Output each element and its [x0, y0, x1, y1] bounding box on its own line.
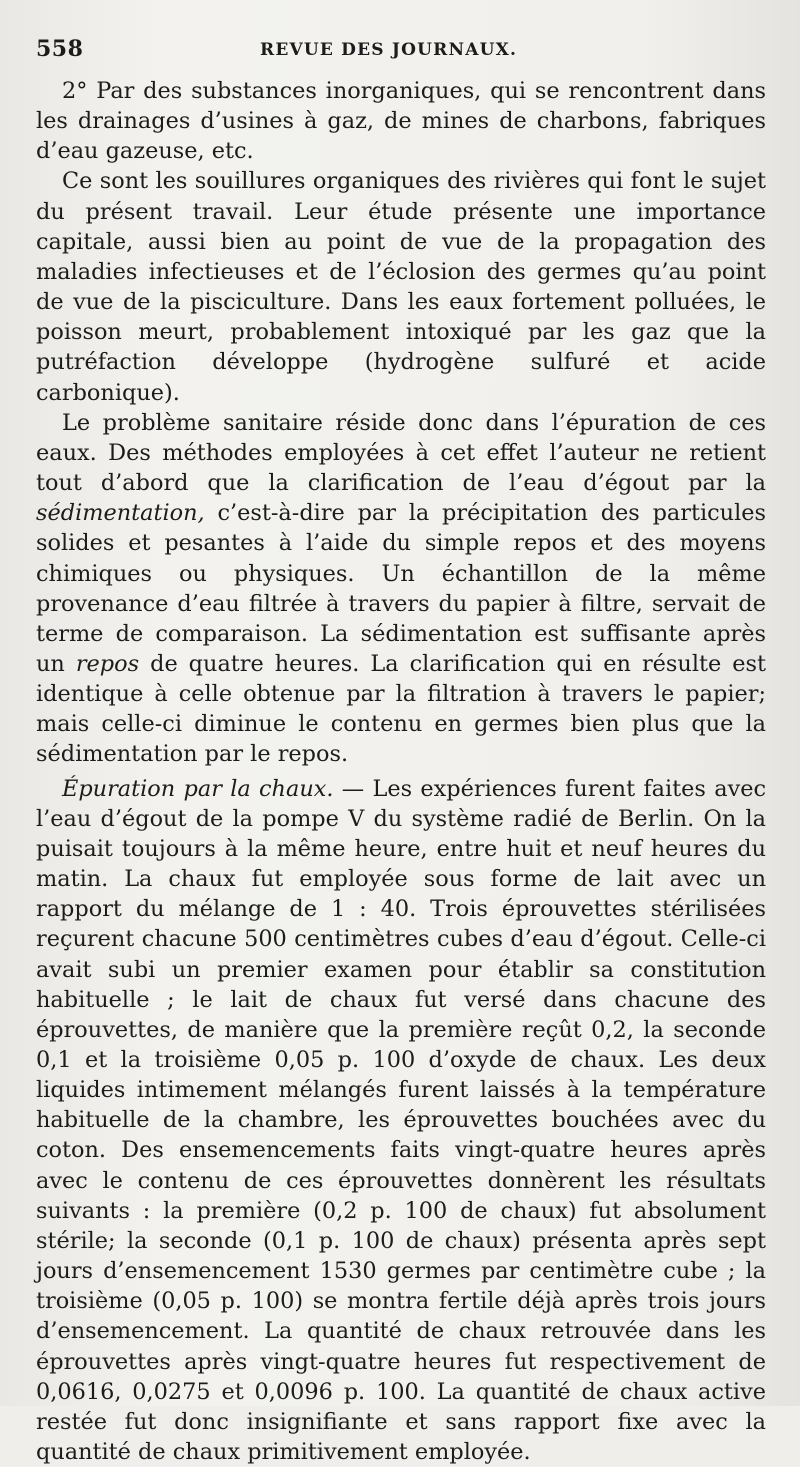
running-head [36, 30, 766, 70]
paragraph-sedimentation [36, 408, 766, 770]
paragraph-inorganic-substances [36, 76, 766, 166]
text-segment: de quatre heures. La clarification qui en résulte est identique à celle obtenue par la filtration à travers le papier; mais celle-ci diminue le contenu en germes bien plus que la sédimentation par le repos. [36, 650, 766, 768]
italic-term: repos [75, 650, 140, 677]
italic-term: sédimentation, [36, 500, 205, 527]
paragraph-lime-purification [36, 774, 766, 1467]
page-number: 558 [36, 36, 84, 62]
paragraph-organic-pollution [36, 166, 766, 407]
text-segment: 2° Par des substances inorganiques, qui se rencontrent dans les drainages d’usines à gaz, de mines de charbons, fabriques d’eau gazeuse, etc. [36, 78, 766, 165]
section-heading-italic: Épuration par la chaux. [62, 775, 334, 802]
journal-title: REVUE DES JOURNAUX. [260, 40, 518, 60]
text-segment: Le problème sanitaire réside donc dans l’épuration de ces eaux. Des méthodes employées à cet effet l’auteur ne retient tout d’abord que la clarification de l’eau d’égout par la [36, 409, 766, 497]
article-body [36, 76, 766, 1467]
text-segment: — Les expériences furent faites avec l’eau d’égout de la pompe V du système radié de Berlin. On la puisait toujours à la même heure, entre huit et neuf heures du matin. La chaux fut employée sous forme de lait avec un rapport du mélange de 1 : 40. Trois éprouvettes stérilisées reçurent chacune 500 centimètres cubes d’eau d’égout. Celle-ci avait subi un premier examen pour établir sa constitution habituelle ; le lait de chaux fut versé dans chacune des éprouvettes, de manière que la première reçût 0,2, la seconde 0,1 et la troisième 0,05 p. 100 d’oxyde de chaux. Les deux liquides intimement mélangés furent laissés à la température habituelle de la chambre, les éprouvettes bouchées avec du coton. Des ensemencements faits vingt-quatre heures après avec le contenu de ces éprouvettes donnèrent les résultats suivants : la première (0,2 p. 100 de chaux) fut absolument stérile; la seconde (0,1 p. 100 de chaux) présenta après sept jours d’ensemencement 1530 germes par centimètre cube ; la troisième (0,05 p. 100) se montra fertile déjà après trois jours d’ensemencement. La quantité de chaux retrouvée dans les éprouvettes après vingt-quatre heures fut respectivement de 0,0616, 0,0275 et 0,0096 p. 100. La quantité de chaux active restée fut donc insignifiante et sans rapport fixe avec la quantité de chaux primitivement employée. [36, 775, 767, 1466]
text-segment: Ce sont les souillures organiques des rivières qui font le sujet du présent travail. Leur étude présente une importance capitale, aussi bien au point de vue de la propagation des maladies infectieuses et de l’éclosion des germes qu’au point de vue de la pisciculture. Dans les eaux fortement polluées, le poisson meurt, probablement intoxiqué par les gaz que la putréfaction développe (hydrogène sulfuré et acide carbonique). [36, 168, 766, 406]
text-segment: c’est-à-dire par la précipitation des particules solides et pesantes à l’aide du simple repos et des moyens chimiques ou physiques. Un échantillon de la même provenance d’eau filtrée à travers du papier à filtre, servait de terme de comparaison. La sédimentation est suffisante après un [36, 500, 766, 677]
